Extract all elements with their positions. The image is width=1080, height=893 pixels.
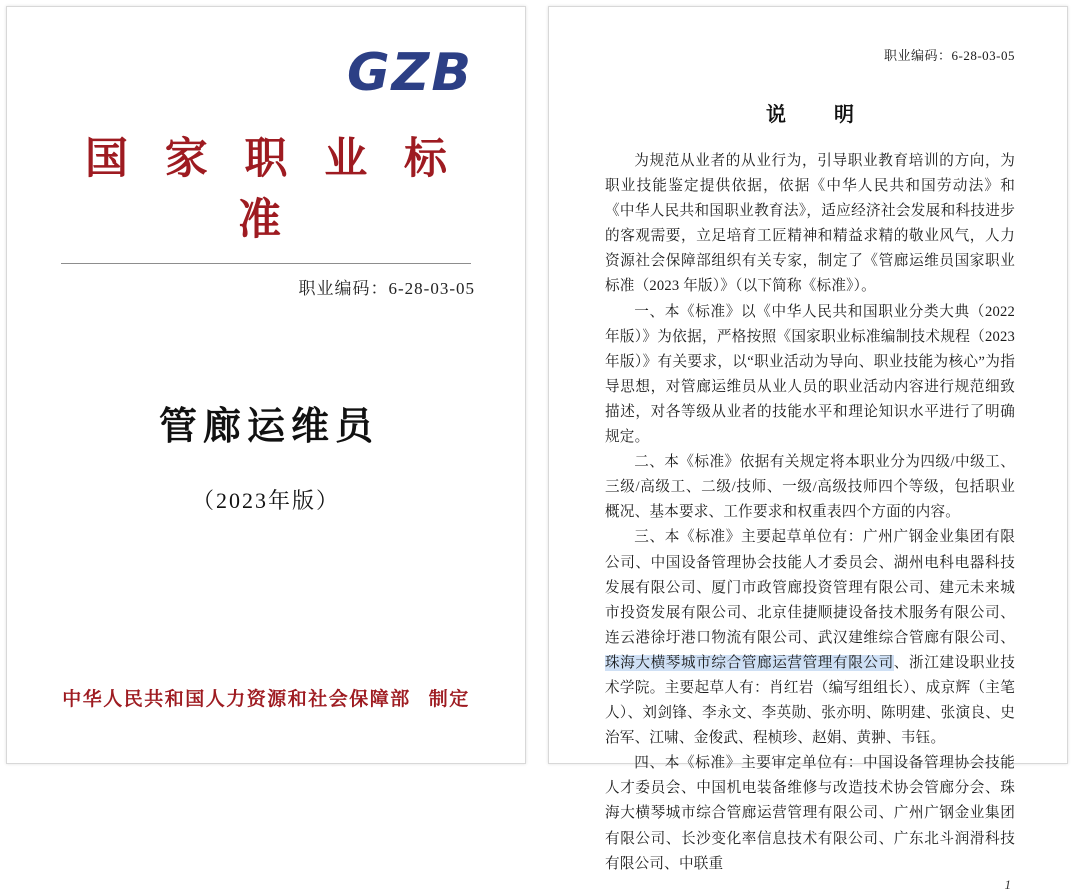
section-heading: 说 明 (766, 104, 868, 126)
occupation-code-header: 职业编码：6-28-03-05 (884, 48, 1015, 63)
issuer-name: 中华人民共和国人力资源和社会保障部 (62, 689, 411, 710)
explanation-page (548, 6, 1068, 892)
issuer-line (51, 684, 481, 711)
gzb-logo: GZB (346, 43, 473, 103)
body-text (605, 149, 1015, 877)
page-title: 国 家 职 业 标 准 (85, 136, 460, 244)
issuer-verb: 制定 (428, 689, 470, 710)
title-divider (61, 263, 471, 264)
occupation-name: 管廊运维员 (158, 406, 379, 448)
paragraph-item-2: 二、本《标准》依据有关规定将本职业分为四级/中级工、三级/高级工、二级/技师、一级/高级技师四个等级，包括职业概况、基本要求、工作要求和权重表四个方面的内容。 (605, 454, 1015, 521)
paragraph-item-3 (605, 525, 1015, 751)
edition-label: （2023年版） (191, 488, 340, 513)
paragraph-item-1: 一、本《标准》以《中华人民共和国职业分类大典（2022 年版）》为依据，严格按照《国家职业标准编制技术规程（2023 年版）》有关要求，以“职业活动为导向、职业技能为核心”为指导思想，对管廊运维员从业人员的职业活动内容进行规范细致描述，对各等级从业者的技能水平和理论知识水平进行了明确规定。 (605, 303, 1015, 446)
page-number: 1 (1004, 876, 1011, 892)
cover-page (6, 6, 526, 764)
paragraph-item-3-after: 、浙江建设职业技术学院。主要起草人有：肖红岩（编写组组长）、成京辉（主笔人）、刘剑锋、李永文、李英勋、张亦明、陈明建、张演良、史治军、江啸、金俊武、程桢珍、赵娟、黄翀、韦钰。 (605, 654, 1015, 747)
occupation-code: 职业编码：6-28-03-05 (298, 279, 475, 298)
paragraph-intro: 为规范从业者的从业行为，引导职业教育培训的方向，为职业技能鉴定提供依据，依据《中华人民共和国劳动法》和《中华人民共和国职业教育法》，适应经济社会发展和科技进步的客观需要，立足培育工匠精神和精益求精的敬业风气，人力资源社会保障部组织有关专家，制定了《管廊运维员国家职业标准（2023 年版）》（以下简称《标准》）。 (605, 153, 1015, 295)
paragraph-item-4: 四、本《标准》主要审定单位有：中国设备管理协会技能人才委员会、中国机电装备维修与改造技术协会管廊分会、珠海大横琴城市综合管廊运营管理有限公司、广州广钢金业集团有限公司、长沙变化率信息技术有限公司、广东北斗润滑科技有限公司、中联重 (605, 755, 1015, 872)
explanation-content (549, 7, 1067, 892)
paragraph-item-3-before: 三、本《标准》主要起草单位有：广州广钢金业集团有限公司、中国设备管理协会技能人才委员会、湖州电科电器科技发展有限公司、厦门市政管廊投资管理有限公司、建元未来城市投资发展有限公司、北京佳捷顺捷设备技术服务有限公司、连云港徐圩港口物流有限公司、武汉建维综合管廊有限公司、 (605, 529, 1015, 646)
highlighted-company-name: 珠海大横琴城市综合管廊运营管理有限公司 (605, 654, 894, 671)
cover-spacer (51, 515, 481, 684)
cover-content (7, 7, 525, 763)
